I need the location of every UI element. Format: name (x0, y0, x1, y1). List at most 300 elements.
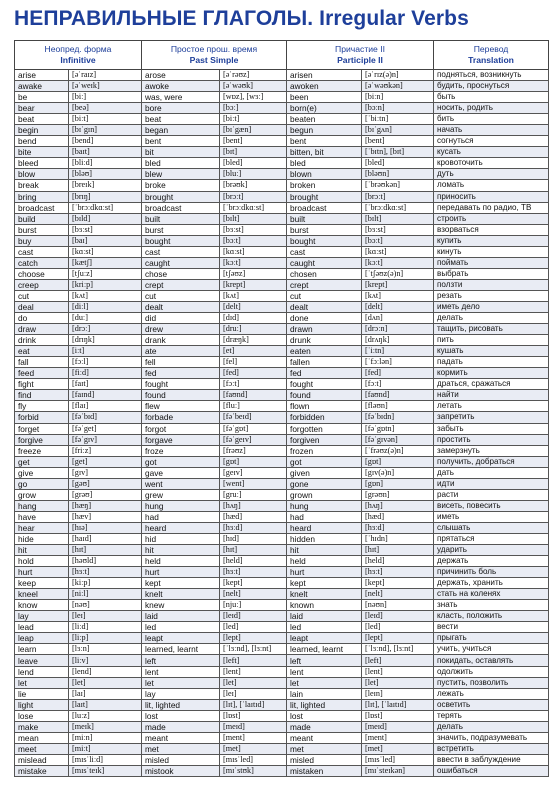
infinitive-cell: beat (15, 114, 69, 125)
infinitive-transcription-cell: [friːz] (69, 445, 142, 456)
participle-transcription-cell: [ˈfɔːlən] (362, 357, 434, 368)
table-row (15, 666, 549, 677)
past-simple-transcription-cell: [hʌŋ] (220, 500, 287, 511)
past-simple-transcription-cell: [let] (220, 677, 287, 688)
translation-cell: иметь (434, 511, 549, 522)
past-simple-cell: lent (142, 666, 220, 677)
table-row (15, 556, 549, 567)
infinitive-transcription-cell: [haɪd] (69, 533, 142, 544)
table-row (15, 688, 549, 699)
past-simple-cell: froze (142, 445, 220, 456)
past-simple-cell: went (142, 478, 220, 489)
past-simple-cell: ate (142, 346, 220, 357)
past-simple-transcription-cell: [lɒst] (220, 710, 287, 721)
translation-cell: кусать (434, 147, 549, 158)
infinitive-cell: grow (15, 489, 69, 500)
participle-cell: lit, lighted (287, 699, 362, 710)
infinitive-cell: eat (15, 346, 69, 357)
participle-cell: done (287, 313, 362, 324)
participle-transcription-cell: [dʌn] (362, 313, 434, 324)
participle-transcription-cell: [drʌŋk] (362, 335, 434, 346)
infinitive-cell: do (15, 313, 69, 324)
table-row (15, 500, 549, 511)
past-simple-cell: kept (142, 578, 220, 589)
participle-transcription-cell: [mɪˈsteɪkən] (362, 765, 434, 776)
table-row (15, 578, 549, 589)
infinitive-transcription-cell: [gɪv] (69, 467, 142, 478)
past-simple-transcription-cell: [mɪˈstʊk] (220, 765, 287, 776)
participle-cell: forgiven (287, 434, 362, 445)
past-simple-transcription-cell: [kept] (220, 578, 287, 589)
past-simple-transcription-cell: [ˈlɜːnd], [lɜːnt] (220, 644, 287, 655)
infinitive-cell: blow (15, 169, 69, 180)
table-row (15, 434, 549, 445)
translation-cell: одолжить (434, 666, 549, 677)
participle-cell: chosen (287, 268, 362, 279)
participle-cell: made (287, 721, 362, 732)
infinitive-cell: draw (15, 324, 69, 335)
header-participle (287, 41, 434, 70)
participle-transcription-cell: [hæd] (362, 511, 434, 522)
table-row (15, 467, 549, 478)
infinitive-cell: mislead (15, 754, 69, 765)
table-row (15, 147, 549, 158)
participle-transcription-cell: [left] (362, 655, 434, 666)
infinitive-cell: hang (15, 500, 69, 511)
past-simple-transcription-cell: [bɜːst] (220, 224, 287, 235)
past-simple-transcription-cell: [delt] (220, 301, 287, 312)
past-simple-transcription-cell: [hɪt] (220, 545, 287, 556)
past-simple-transcription-cell: [et] (220, 346, 287, 357)
translation-cell: ломать (434, 180, 549, 191)
past-simple-transcription-cell: [brɔːt] (220, 191, 287, 202)
participle-cell: grown (287, 489, 362, 500)
participle-cell: flown (287, 401, 362, 412)
translation-cell: подняться, возникнуть (434, 70, 549, 81)
infinitive-transcription-cell: [flaɪ] (69, 401, 142, 412)
translation-cell: причинить боль (434, 567, 549, 578)
table-row (15, 677, 549, 688)
translation-cell: значить, подразумевать (434, 732, 549, 743)
past-simple-transcription-cell: [kɔːt] (220, 257, 287, 268)
past-simple-transcription-cell: [went] (220, 478, 287, 489)
past-simple-cell: dealt (142, 301, 220, 312)
infinitive-transcription-cell: [let] (69, 677, 142, 688)
participle-transcription-cell: [krept] (362, 279, 434, 290)
past-simple-cell: chose (142, 268, 220, 279)
past-simple-cell: hit (142, 545, 220, 556)
header-infinitive-en: Infinitive (60, 55, 96, 65)
participle-cell: crept (287, 279, 362, 290)
past-simple-cell: made (142, 721, 220, 732)
translation-cell: резать (434, 290, 549, 301)
past-simple-transcription-cell: [bɪt] (220, 147, 287, 158)
participle-cell: left (287, 655, 362, 666)
past-simple-transcription-cell: [gɒt] (220, 456, 287, 467)
past-simple-cell: learned, learnt (142, 644, 220, 655)
infinitive-transcription-cell: [leɪ] (69, 611, 142, 622)
past-simple-transcription-cell: [kɑːst] (220, 246, 287, 257)
past-simple-transcription-cell: [kʌt] (220, 290, 287, 301)
infinitive-transcription-cell: [drɔː] (69, 324, 142, 335)
infinitive-cell: be (15, 92, 69, 103)
translation-cell: висеть, повесить (434, 500, 549, 511)
infinitive-cell: bleed (15, 158, 69, 169)
infinitive-cell: lie (15, 688, 69, 699)
translation-cell: кровоточить (434, 158, 549, 169)
infinitive-cell: make (15, 721, 69, 732)
participle-cell: hit (287, 545, 362, 556)
participle-transcription-cell: [nəʊn] (362, 600, 434, 611)
table-row (15, 114, 549, 125)
translation-cell: запретить (434, 412, 549, 423)
past-simple-cell: drank (142, 335, 220, 346)
past-simple-transcription-cell: [bled] (220, 158, 287, 169)
participle-transcription-cell: [ˈfrəʊz(ə)n] (362, 445, 434, 456)
past-simple-transcription-cell: [bɪˈgæn] (220, 125, 287, 136)
past-simple-cell: fed (142, 368, 220, 379)
past-simple-transcription-cell: [dræŋk] (220, 335, 287, 346)
participle-transcription-cell: [bled] (362, 158, 434, 169)
past-simple-cell: heard (142, 522, 220, 533)
participle-transcription-cell: [hʌŋ] (362, 500, 434, 511)
infinitive-cell: cast (15, 246, 69, 257)
infinitive-cell: drink (15, 335, 69, 346)
infinitive-cell: bend (15, 136, 69, 147)
infinitive-transcription-cell: [fəˈgɪv] (69, 434, 142, 445)
infinitive-transcription-cell: [əˈweɪk] (69, 81, 142, 92)
past-simple-transcription-cell: [lɪt], [ˈlaɪtɪd] (220, 699, 287, 710)
past-simple-transcription-cell: [gruː] (220, 489, 287, 500)
table-row (15, 644, 549, 655)
participle-transcription-cell: [ˈbrəʊkən] (362, 180, 434, 191)
participle-transcription-cell: [fəˈgɪvən] (362, 434, 434, 445)
participle-cell: forgotten (287, 423, 362, 434)
infinitive-transcription-cell: [fɔːl] (69, 357, 142, 368)
past-simple-cell: knew (142, 600, 220, 611)
infinitive-cell: hurt (15, 567, 69, 578)
table-row (15, 169, 549, 180)
participle-cell: arisen (287, 70, 362, 81)
participle-cell: been (287, 92, 362, 103)
infinitive-transcription-cell: [drɪŋk] (69, 335, 142, 346)
past-simple-cell: fell (142, 357, 220, 368)
past-simple-cell: burst (142, 224, 220, 235)
table-row (15, 224, 549, 235)
participle-transcription-cell: [fəˈgɒtn] (362, 423, 434, 434)
past-simple-cell: bent (142, 136, 220, 147)
participle-transcription-cell: [fləʊn] (362, 401, 434, 412)
header-participle-ru: Причастие II (335, 44, 386, 54)
participle-transcription-cell: [lɪt], [ˈlaɪtɪd] (362, 699, 434, 710)
infinitive-transcription-cell: [liːv] (69, 655, 142, 666)
participle-transcription-cell: [drɔːn] (362, 324, 434, 335)
past-simple-cell: found (142, 390, 220, 401)
past-simple-transcription-cell: [ment] (220, 732, 287, 743)
participle-cell: caught (287, 257, 362, 268)
participle-transcription-cell: [ˈiːtn] (362, 346, 434, 357)
translation-cell: пить (434, 335, 549, 346)
participle-cell: hurt (287, 567, 362, 578)
past-simple-cell: flew (142, 401, 220, 412)
infinitive-cell: go (15, 478, 69, 489)
infinitive-transcription-cell: [baɪ] (69, 235, 142, 246)
participle-cell: fallen (287, 357, 362, 368)
participle-transcription-cell: [ˈbrɔːdkɑːst] (362, 202, 434, 213)
table-row (15, 633, 549, 644)
translation-cell: простить (434, 434, 549, 445)
table-row (15, 202, 549, 213)
translation-cell: поймать (434, 257, 549, 268)
infinitive-cell: fight (15, 379, 69, 390)
table-row (15, 622, 549, 633)
participle-cell: laid (287, 611, 362, 622)
infinitive-cell: mean (15, 732, 69, 743)
irregular-verbs-table (14, 40, 549, 777)
infinitive-cell: give (15, 467, 69, 478)
translation-cell: забыть (434, 423, 549, 434)
infinitive-cell: awake (15, 81, 69, 92)
past-simple-cell: crept (142, 279, 220, 290)
participle-transcription-cell: [delt] (362, 301, 434, 312)
infinitive-transcription-cell: [mɪsˈliːd] (69, 754, 142, 765)
past-simple-cell: bore (142, 103, 220, 114)
table-row (15, 125, 549, 136)
infinitive-transcription-cell: [iːt] (69, 346, 142, 357)
participle-transcription-cell: [lent] (362, 666, 434, 677)
translation-cell: кушать (434, 346, 549, 357)
past-simple-transcription-cell: [əˈrəʊz] (220, 70, 287, 81)
translation-cell: встретить (434, 743, 549, 754)
participle-cell: led (287, 622, 362, 633)
past-simple-transcription-cell: [krept] (220, 279, 287, 290)
translation-cell: тащить, рисовать (434, 324, 549, 335)
participle-transcription-cell: [brɔːt] (362, 191, 434, 202)
translation-cell: ввести в заблуждение (434, 754, 549, 765)
participle-transcription-cell: [bɔːn] (362, 103, 434, 114)
infinitive-transcription-cell: [luːz] (69, 710, 142, 721)
past-simple-transcription-cell: [bɔːt] (220, 235, 287, 246)
infinitive-transcription-cell: [bləʊ] (69, 169, 142, 180)
infinitive-transcription-cell: [diːl] (69, 301, 142, 312)
table-row (15, 533, 549, 544)
past-simple-cell: had (142, 511, 220, 522)
infinitive-transcription-cell: [liːd] (69, 622, 142, 633)
infinitive-cell: deal (15, 301, 69, 312)
participle-transcription-cell: [kɑːst] (362, 246, 434, 257)
participle-transcription-cell: [kɔːt] (362, 257, 434, 268)
table-row (15, 136, 549, 147)
infinitive-transcription-cell: [kætʃ] (69, 257, 142, 268)
participle-cell: drawn (287, 324, 362, 335)
table-row (15, 324, 549, 335)
participle-cell: bitten, bit (287, 147, 362, 158)
participle-cell: cast (287, 246, 362, 257)
past-simple-cell: bought (142, 235, 220, 246)
past-simple-cell: hid (142, 533, 220, 544)
participle-transcription-cell: [lept] (362, 633, 434, 644)
infinitive-transcription-cell: [brɪŋ] (69, 191, 142, 202)
participle-cell: brought (287, 191, 362, 202)
participle-cell: forbidden (287, 412, 362, 423)
participle-transcription-cell: [lɒst] (362, 710, 434, 721)
infinitive-transcription-cell: [get] (69, 456, 142, 467)
past-simple-cell: got (142, 456, 220, 467)
participle-transcription-cell: [bɪlt] (362, 213, 434, 224)
table-row (15, 589, 549, 600)
past-simple-transcription-cell: [dɪd] (220, 313, 287, 324)
participle-cell: hidden (287, 533, 362, 544)
translation-cell: получить, добраться (434, 456, 549, 467)
past-simple-cell: knelt (142, 589, 220, 600)
past-simple-transcription-cell: [druː] (220, 324, 287, 335)
infinitive-cell: feed (15, 368, 69, 379)
participle-cell: lost (287, 710, 362, 721)
header-past-ru: Простое прош. время (170, 44, 258, 54)
table-row (15, 191, 549, 202)
table-row (15, 290, 549, 301)
past-simple-transcription-cell: [faʊnd] (220, 390, 287, 401)
past-simple-transcription-cell: [hɜːt] (220, 567, 287, 578)
translation-cell: вести (434, 622, 549, 633)
infinitive-transcription-cell: [duː] (69, 313, 142, 324)
infinitive-cell: let (15, 677, 69, 688)
participle-cell: frozen (287, 445, 362, 456)
past-simple-cell: caught (142, 257, 220, 268)
participle-transcription-cell: [fed] (362, 368, 434, 379)
translation-cell: согнуться (434, 136, 549, 147)
participle-transcription-cell: [gɒt] (362, 456, 434, 467)
past-simple-transcription-cell: [nelt] (220, 589, 287, 600)
participle-transcription-cell: [nelt] (362, 589, 434, 600)
infinitive-cell: forbid (15, 412, 69, 423)
header-participle-en: Participle II (337, 55, 383, 65)
past-simple-cell: awoke (142, 81, 220, 92)
infinitive-transcription-cell: [fiːd] (69, 368, 142, 379)
past-simple-transcription-cell: [hɜːd] (220, 522, 287, 533)
table-row (15, 511, 549, 522)
translation-cell: расти (434, 489, 549, 500)
infinitive-transcription-cell: [kriːp] (69, 279, 142, 290)
table-row (15, 710, 549, 721)
past-simple-transcription-cell: [njuː] (220, 600, 287, 611)
infinitive-transcription-cell: [kɑːst] (69, 246, 142, 257)
table-row (15, 655, 549, 666)
infinitive-cell: broadcast (15, 202, 69, 213)
translation-cell: ползти (434, 279, 549, 290)
infinitive-cell: choose (15, 268, 69, 279)
translation-cell: терять (434, 710, 549, 721)
participle-transcription-cell: [ˈhɪdn] (362, 533, 434, 544)
table-row (15, 357, 549, 368)
translation-cell: класть, положить (434, 611, 549, 622)
infinitive-cell: forgive (15, 434, 69, 445)
translation-cell: начать (434, 125, 549, 136)
translation-cell: носить, родить (434, 103, 549, 114)
infinitive-cell: kneel (15, 589, 69, 600)
table-row (15, 301, 549, 312)
participle-cell: eaten (287, 346, 362, 357)
table-row (15, 522, 549, 533)
translation-cell: пустить, позволить (434, 677, 549, 688)
past-simple-transcription-cell: [frəʊz] (220, 445, 287, 456)
participle-cell: born(e) (287, 103, 362, 114)
infinitive-transcription-cell: [baɪt] (69, 147, 142, 158)
infinitive-transcription-cell: [biːt] (69, 114, 142, 125)
past-simple-cell: led (142, 622, 220, 633)
infinitive-transcription-cell: [nəʊ] (69, 600, 142, 611)
past-simple-cell: broke (142, 180, 220, 191)
table-row (15, 743, 549, 754)
infinitive-transcription-cell: [fəˈget] (69, 423, 142, 434)
past-simple-transcription-cell: [hɪd] (220, 533, 287, 544)
infinitive-transcription-cell: [mɪsˈteɪk] (69, 765, 142, 776)
infinitive-transcription-cell: [kʌt] (69, 290, 142, 301)
table-row (15, 158, 549, 169)
participle-cell: bought (287, 235, 362, 246)
infinitive-cell: find (15, 390, 69, 401)
past-simple-cell: hurt (142, 567, 220, 578)
translation-cell: будить, проснуться (434, 81, 549, 92)
infinitive-transcription-cell: [grəʊ] (69, 489, 142, 500)
infinitive-cell: burst (15, 224, 69, 235)
past-simple-transcription-cell: [bɪlt] (220, 213, 287, 224)
translation-cell: ошибаться (434, 765, 549, 776)
past-simple-transcription-cell: [bent] (220, 136, 287, 147)
infinitive-transcription-cell: [bɪld] (69, 213, 142, 224)
past-simple-cell: arose (142, 70, 220, 81)
infinitive-cell: bring (15, 191, 69, 202)
past-simple-transcription-cell: [meɪd] (220, 721, 287, 732)
header-row (15, 41, 549, 70)
past-simple-cell: left (142, 655, 220, 666)
past-simple-cell: leapt (142, 633, 220, 644)
participle-transcription-cell: [fəˈbɪdn] (362, 412, 434, 423)
infinitive-transcription-cell: [lɜːn] (69, 644, 142, 655)
table-row (15, 368, 549, 379)
participle-transcription-cell: [kʌt] (362, 290, 434, 301)
translation-cell: идти (434, 478, 549, 489)
participle-cell: gone (287, 478, 362, 489)
past-simple-cell: cast (142, 246, 220, 257)
infinitive-transcription-cell: [beə] (69, 103, 142, 114)
infinitive-transcription-cell: [hæv] (69, 511, 142, 522)
participle-transcription-cell: [bləʊn] (362, 169, 434, 180)
past-simple-cell: misled (142, 754, 220, 765)
translation-cell: слышать (434, 522, 549, 533)
infinitive-cell: begin (15, 125, 69, 136)
header-translation (434, 41, 549, 70)
translation-cell: передавать по радио, ТВ (434, 202, 549, 213)
translation-cell: покидать, оставлять (434, 655, 549, 666)
translation-cell: осветить (434, 699, 549, 710)
table-row (15, 732, 549, 743)
infinitive-cell: mistake (15, 765, 69, 776)
participle-transcription-cell: [əˈwəʊkən] (362, 81, 434, 92)
past-simple-transcription-cell: [brəʊk] (220, 180, 287, 191)
past-simple-cell: was, were (142, 92, 220, 103)
header-infinitive-ru: Неопред. форма (44, 44, 112, 54)
infinitive-cell: have (15, 511, 69, 522)
table-row (15, 611, 549, 622)
header-infinitive (15, 41, 142, 70)
participle-transcription-cell: [meɪd] (362, 721, 434, 732)
participle-transcription-cell: [ˈbɪtn], [bɪt] (362, 147, 434, 158)
table-row (15, 279, 549, 290)
table-row (15, 81, 549, 92)
infinitive-transcription-cell: [hɪt] (69, 545, 142, 556)
past-simple-cell: let (142, 677, 220, 688)
